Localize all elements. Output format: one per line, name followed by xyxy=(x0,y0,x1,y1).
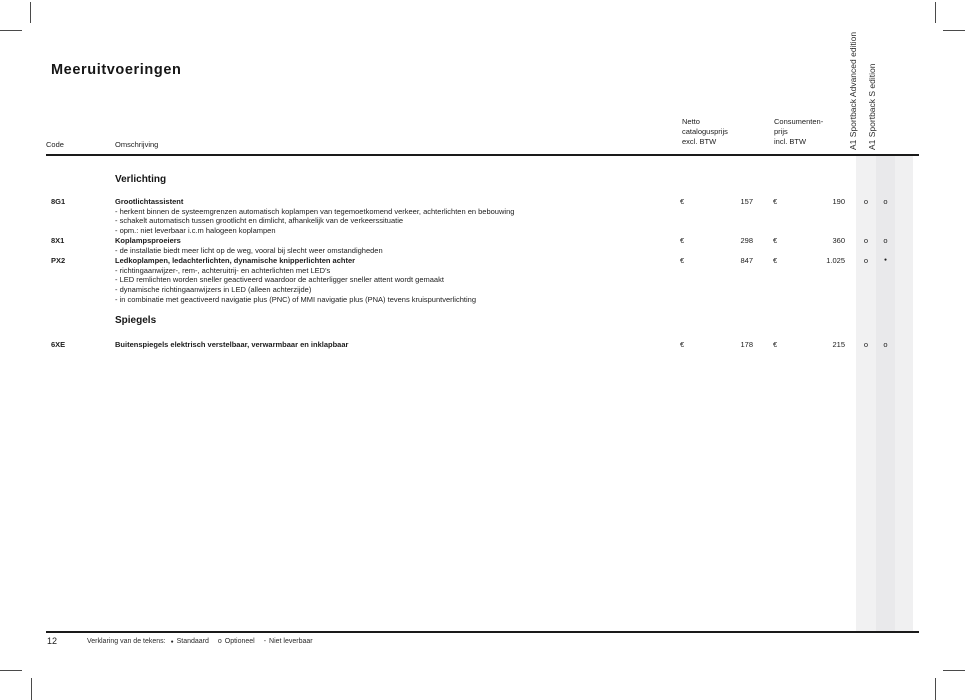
header-code: Code xyxy=(46,140,64,149)
option-description: Koplampsproeiers - de installatie biedt meer licht op de weg, vooral bij slecht weer omstandigheden xyxy=(115,236,383,255)
option-code: PX2 xyxy=(51,256,66,265)
crop-mark xyxy=(935,678,936,700)
legend-label-optioneel: Optioneel xyxy=(224,638,255,645)
header-rule xyxy=(46,154,919,156)
header-net-price: Netto catalogusprijs excl. BTW xyxy=(682,117,728,146)
model-column-shade-s xyxy=(876,156,895,631)
header-consumer-price: Consumenten- prijs incl. BTW xyxy=(774,117,824,146)
header-description: Omschrijving xyxy=(115,140,159,149)
page-title: Meeruitvoeringen xyxy=(51,62,182,78)
availability-mark-s: o xyxy=(883,236,888,245)
footer-rule xyxy=(46,631,919,633)
euro-sign: € xyxy=(680,256,685,265)
availability-mark-advanced: o xyxy=(863,197,869,206)
availability-mark-advanced: o xyxy=(863,236,869,245)
net-price: 298 xyxy=(740,236,753,245)
model-column-shade-extra xyxy=(895,156,913,631)
legend-prefix: Verklaring van de tekens: xyxy=(87,638,166,645)
option-code: 8G1 xyxy=(51,197,66,206)
euro-sign: € xyxy=(680,340,685,349)
euro-sign: € xyxy=(773,340,778,349)
option-description: Ledkoplampen, ledachterlichten, dynamische knipperlichten achter - richtingaanwijzer-, rem-, achteruitrij- en achterlichten met LED's - LED remlichten worden sneller geactiveerd waardoor de achterligger sneller attent wordt gemaakt - dynamische richtingaanwijzers in LED (alleen achterzijde) - in combinatie met geactiveerd navigatie plus (PNC) of MMI navigatie plus (PNA) tevens kruispuntverlichting xyxy=(115,256,476,304)
consumer-price: 215 xyxy=(832,340,845,349)
crop-mark xyxy=(943,670,965,671)
euro-sign: € xyxy=(680,197,685,206)
consumer-price: 190 xyxy=(832,197,845,206)
euro-sign: € xyxy=(773,236,778,245)
option-description: Buitenspiegels elektrisch verstelbaar, verwarmbaar en inklapbaar xyxy=(115,340,349,349)
option-code: 8X1 xyxy=(51,236,65,245)
model-column-label-advanced: A1 Sportback Advanced edition xyxy=(848,31,858,150)
crop-mark xyxy=(31,678,32,700)
consumer-price: 360 xyxy=(832,236,845,245)
legend-symbol-standaard: ● xyxy=(170,639,174,645)
crop-mark xyxy=(0,30,22,31)
availability-mark-advanced: o xyxy=(863,256,869,265)
crop-mark xyxy=(30,2,31,23)
net-price: 178 xyxy=(740,340,753,349)
euro-sign: € xyxy=(773,197,778,206)
page-number: 12 xyxy=(47,636,58,646)
crop-mark xyxy=(943,30,965,31)
legend-symbol-niet-leverbaar: - xyxy=(263,638,267,645)
euro-sign: € xyxy=(773,256,778,265)
consumer-price: 1.025 xyxy=(826,256,845,265)
legend-label-niet-leverbaar: Niet leverbaar xyxy=(269,638,313,645)
symbol-legend xyxy=(87,638,320,648)
net-price: 157 xyxy=(740,197,753,206)
legend-symbol-optioneel: o xyxy=(217,638,222,645)
legend-label-standaard: Standaard xyxy=(176,638,209,645)
section-heading-spiegels: Spiegels xyxy=(115,315,157,326)
availability-mark-s: o xyxy=(883,340,888,349)
option-description: Grootlichtassistent - herkent binnen de systeemgrenzen automatisch koplampen van tegemoetkomend verkeer, achterlichten en bebouwing - schakelt automatisch tussen grootlicht en dimlicht, afhankelijk van de verkeerssituatie - opm.: niet leverbaar i.c.m halogeen koplampen xyxy=(115,197,515,236)
crop-mark xyxy=(0,670,22,671)
net-price: 847 xyxy=(740,256,753,265)
availability-mark-s: o xyxy=(883,197,888,206)
availability-mark-advanced: o xyxy=(863,340,869,349)
crop-mark xyxy=(935,2,936,23)
model-column-label-s: A1 Sportback S edition xyxy=(867,63,877,150)
availability-mark-s: ● xyxy=(883,257,888,263)
option-code: 6XE xyxy=(51,340,66,349)
euro-sign: € xyxy=(680,236,685,245)
model-column-shade-advanced xyxy=(856,156,876,631)
section-heading-verlichting: Verlichting xyxy=(115,174,167,185)
